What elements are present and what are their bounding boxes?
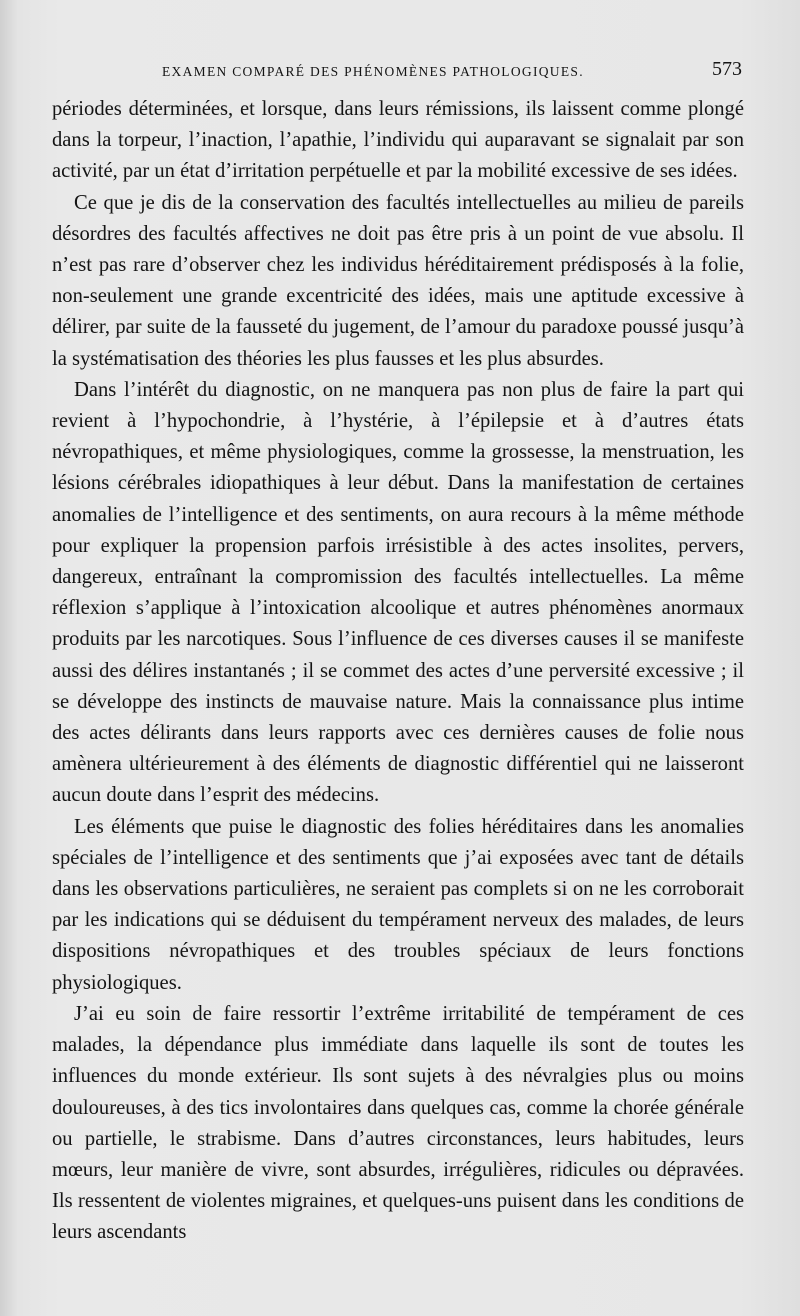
paragraph-last: J’ai eu soin de faire ressortir l’extrême irritabilité de tempérament de ces malades, la dépendance plus immédiate dans laquelle ils sont de toutes les influences du monde extérieur. Ils sont sujets à des névralgies plus ou moins douloureuses, à des tics involontaires dans quelques cas, comme la chorée générale ou partielle, le strabisme. Dans d’autres circonstances, leurs habitudes, leurs mœurs, leur manière de vivre, sont absurdes, irrégulières, ridicules ou dépravées. Ils ressentent de violentes migraines, et quelques-uns puisent dans les conditions de leurs ascendants [52,1002,744,1244]
body-text [52,94,744,1249]
running-header [162,58,742,88]
page-number: 573 [712,58,742,80]
paragraph: Dans l’intérêt du diagnostic, on ne manquera pas non plus de faire la part qui revient à l’hypochondrie, à l’hystérie, à l’épilepsie et à d’autres états névropathiques, et même physiologiques, comme la grossesse, la menstruation, les lésions cérébrales idiopathiques à leur début. Dans la manifestation de certaines anomalies de l’intelligence et des sentiments, on aura recours à la même méthode pour expliquer la propension parfois irrésistible à des actes insolites, pervers, dangereux, entraînant la compromission des facultés intellectuelles. La même réflexion s’applique à l’intoxication alcoolique et autres phénomènes anormaux produits par les narcotiques. Sous l’influence de ces diverses causes il se manifeste aussi des délires instantanés ; il se commet des actes d’une perversité excessive ; il se développe des instincts de mauvaise nature. Mais la connaissance plus intime des actes délirants dans leurs rapports avec ces dernières causes de folie nous amènera ultérieurement à des éléments de diagnostic différentiel qui ne laisseront aucun doute dans l’esprit des médecins. [52,378,744,807]
paragraph: Ce que je dis de la conservation des facultés intellectuelles au milieu de pareils désordres des facultés affectives ne doit pas être pris à un point de vue absolu. Il n’est pas rare d’observer chez les individus héréditairement prédisposés à la folie, non-seulement une grande excentricité des idées, mais une aptitude excessive à délirer, par suite de la fausseté du jugement, de l’amour du paradoxe poussé jusqu’à la systématisation des théories les plus fausses et les plus absurdes. [52,191,744,370]
paragraph-continued: périodes déterminées, et lorsque, dans leurs rémissions, ils laissent comme plongé dans la torpeur, l’inaction, l’apathie, l’individu qui auparavant se signalait par son activité, par un état d’irritation perpétuelle et par la mobilité excessive de ses idées. [52,98,744,183]
paragraph: Les éléments que puise le diagnostic des folies héréditaires dans les anomalies spéciales de l’intelligence et des sentiments que j’ai exposées avec tant de détails dans les observations particulières, ne seraient pas complets si on ne les corroborait par les indications qui se déduisent du tempérament nerveux des malades, de leurs dispositions névropathiques et des troubles spéciaux de leurs fonctions physiologiques. [52,815,744,994]
running-title: EXAMEN COMPARÉ DES PHÉNOMÈNES PATHOLOGIQUES. [162,64,584,79]
